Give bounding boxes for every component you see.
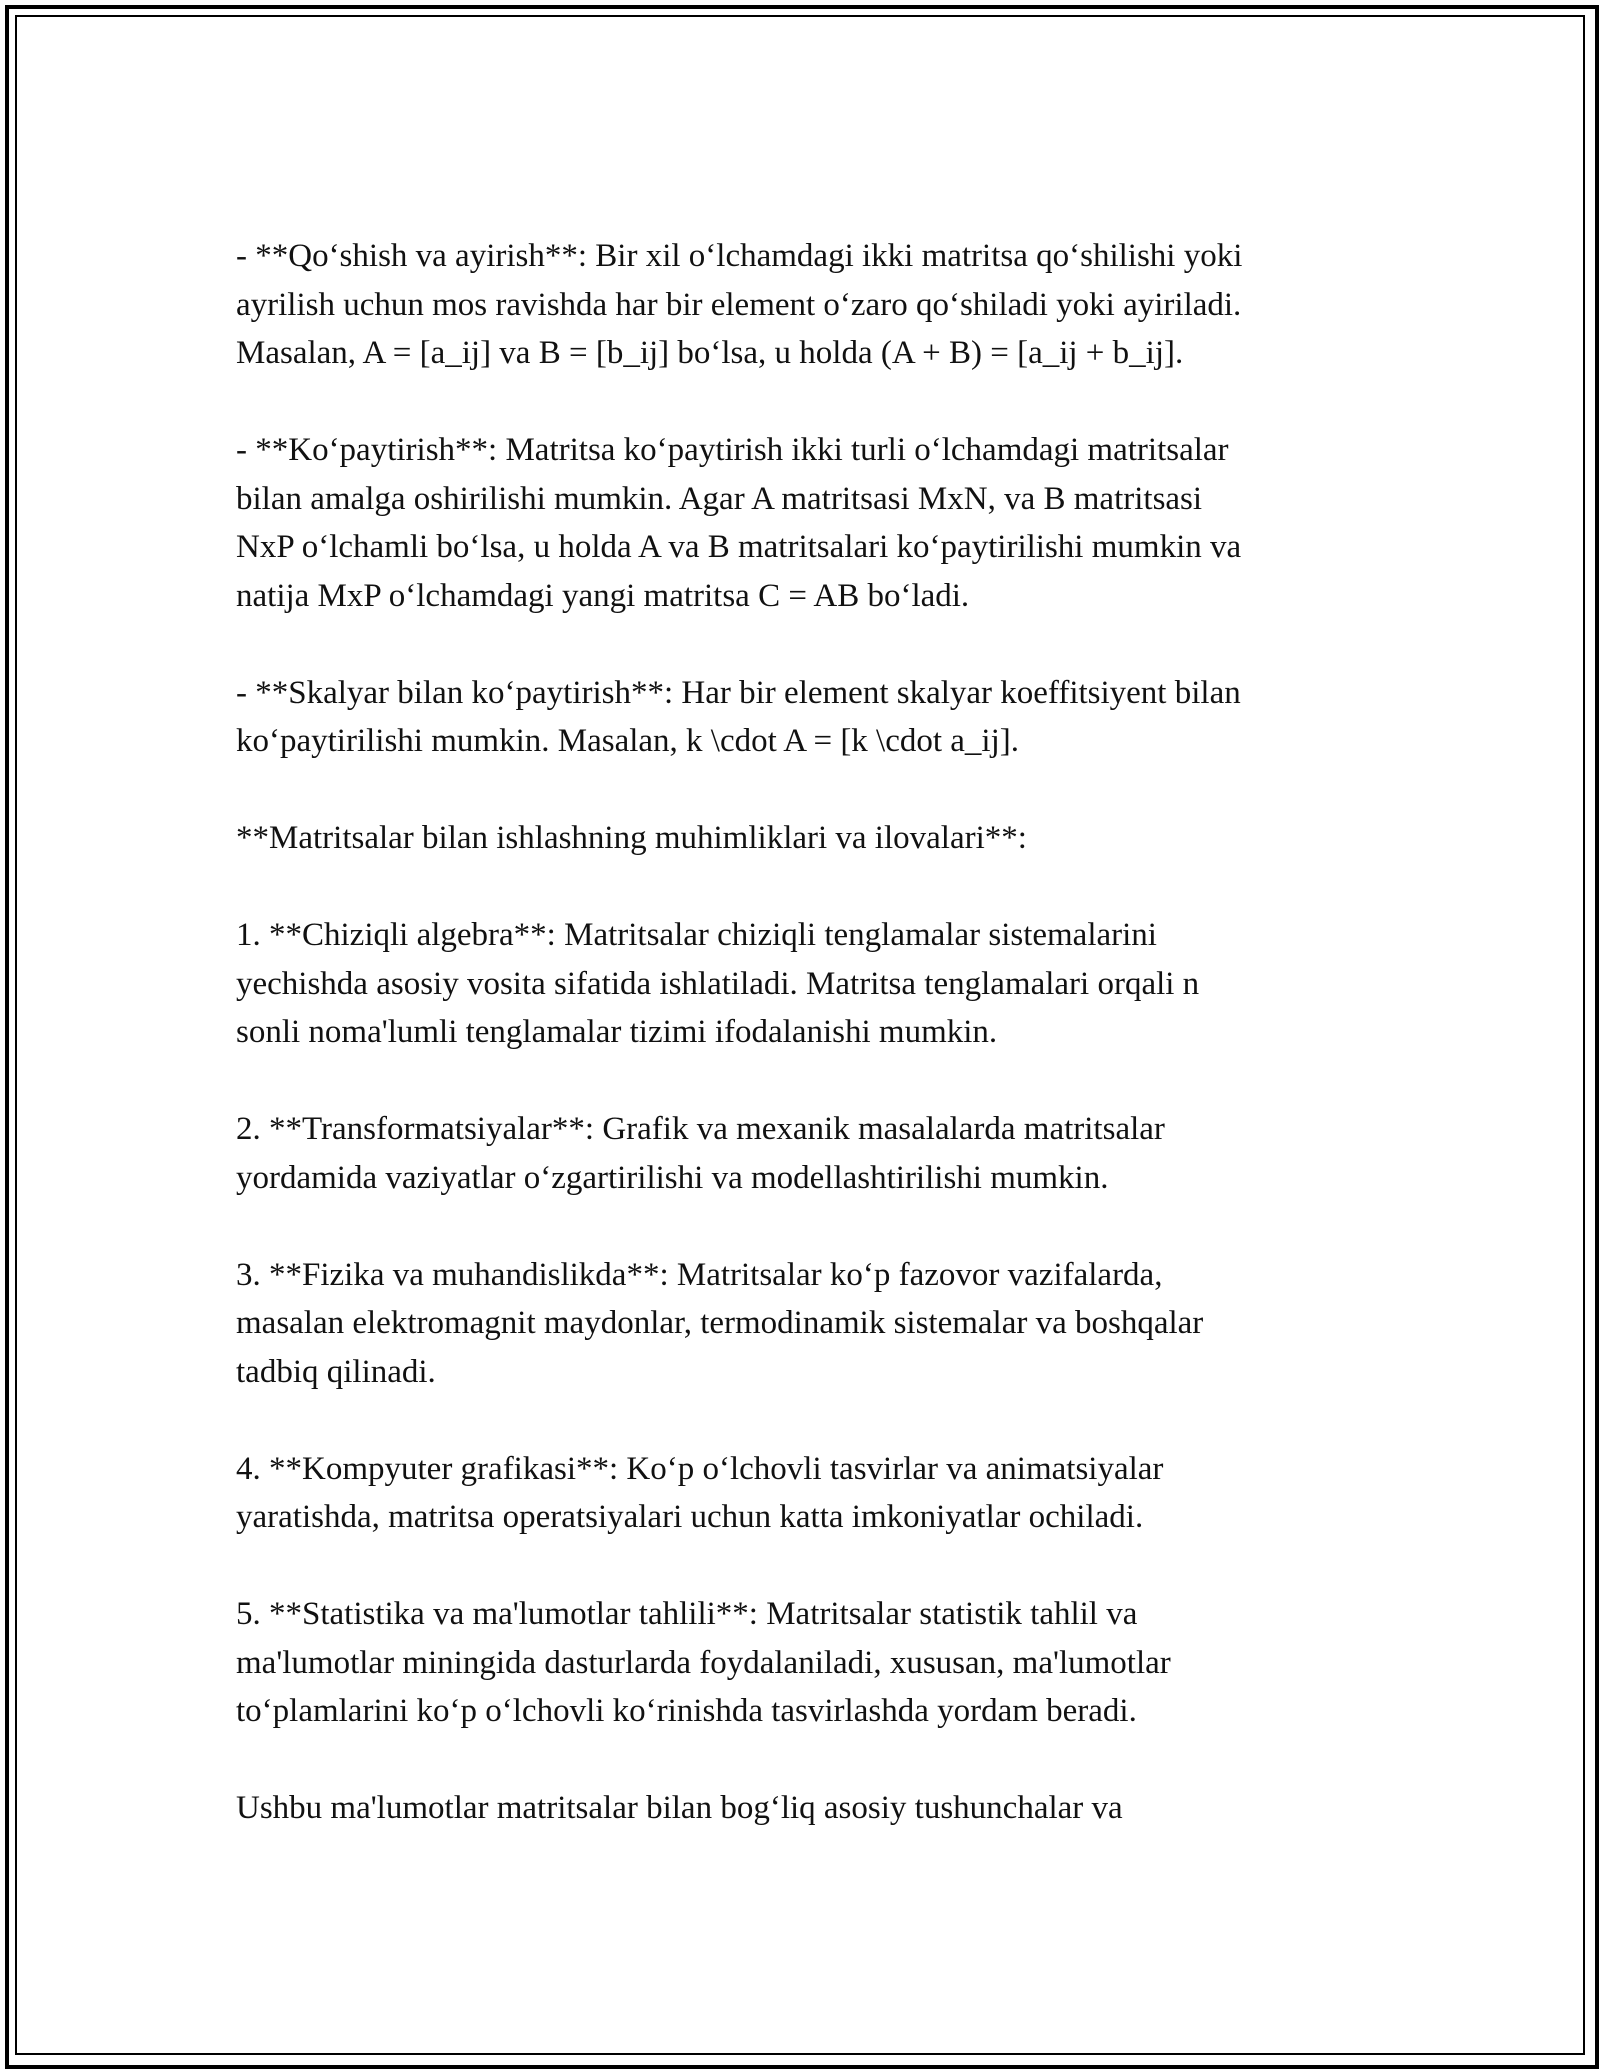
text-line: yaratishda, matritsa operatsiyalari uchun katta imkoniyatlar ochiladi. (236, 1499, 1144, 1535)
paragraph-addition-subtraction (236, 232, 1376, 378)
text-line: **Matritsalar bilan ishlashning muhimliklari va ilovalari**: (236, 820, 1027, 856)
paragraph-conclusion (236, 1784, 1376, 1833)
text-line: Ushbu ma'lumotlar matritsalar bilan bogʻliq asosiy tushunchalar va (236, 1790, 1123, 1826)
paragraph-scalar-multiplication (236, 669, 1376, 766)
text-line: natija MxP oʻlchamdagi yangi matritsa C = AB boʻladi. (236, 577, 970, 614)
text-line: 1. **Chiziqli algebra**: Matritsalar chiziqli tenglamalar sistemalarini (236, 917, 1157, 953)
text-line: NxP oʻlchamli boʻlsa, u holda A va B matritsalari koʻpaytirilishi mumkin va (236, 529, 1242, 565)
list-item-statistics (236, 1590, 1376, 1736)
text-line: - **Qoʻshish va ayirish**: Bir xil oʻlchamdagi ikki matritsa qoʻshilishi yoki (236, 238, 1243, 274)
text-line: 5. **Statistika va ma'lumotlar tahlili**: Matritsalar statistik tahlil va (236, 1596, 1138, 1632)
text-line: - **Koʻpaytirish**: Matritsa koʻpaytirish ikki turli oʻlchamdagi matritsalar (236, 432, 1229, 468)
paragraph-multiplication (236, 426, 1376, 620)
text-line: yechishda asosiy vosita sifatida ishlatiladi. Matritsa tenglamalari orqali n (236, 965, 1200, 1002)
text-line: ma'lumotlar miningida dasturlarda foydalaniladi, xususan, ma'lumotlar (236, 1644, 1171, 1681)
document-body (236, 232, 1376, 1881)
text-line: bilan amalga oshirilishi mumkin. Agar A matritsasi MxN, va B matritsasi (236, 480, 1203, 517)
text-line: - **Skalyar bilan koʻpaytirish**: Har bir element skalyar koeffitsiyent bilan (236, 674, 1241, 711)
text-line: 2. **Transformatsiyalar**: Grafik va mexanik masalalarda matritsalar (236, 1111, 1165, 1147)
text-line: 3. **Fizika va muhandislikda**: Matritsalar koʻp fazovor vazifalarda, (236, 1256, 1163, 1293)
section-heading (236, 814, 1376, 863)
list-item-linear-algebra (236, 911, 1376, 1057)
list-item-physics-engineering (236, 1251, 1376, 1397)
text-line: masalan elektromagnit maydonlar, termodinamik sistemalar va boshqalar (236, 1305, 1204, 1341)
list-item-computer-graphics (236, 1445, 1376, 1542)
text-line: yordamida vaziyatlar oʻzgartirilishi va modellashtirilishi mumkin. (236, 1159, 1109, 1196)
text-line: koʻpaytirilishi mumkin. Masalan, k \cdot A = [k \cdot a_ij]. (236, 723, 1020, 759)
text-line: sonli noma'lumli tenglamalar tizimi ifodalanishi mumkin. (236, 1014, 998, 1050)
text-line: ayrilish uchun mos ravishda har bir element oʻzaro qoʻshiladi yoki ayiriladi. (236, 286, 1242, 323)
text-line: toʻplamlarini koʻp oʻlchovli koʻrinishda tasvirlashda yordam beradi. (236, 1693, 1137, 1729)
text-line: 4. **Kompyuter grafikasi**: Koʻp oʻlchovli tasvirlar va animatsiyalar (236, 1450, 1164, 1487)
text-line: tadbiq qilinadi. (236, 1353, 436, 1390)
list-item-transformations (236, 1105, 1376, 1202)
text-line: Masalan, A = [a_ij] va B = [b_ij] boʻlsa, u holda (A + B) = [a_ij + b_ij]. (236, 335, 1184, 371)
